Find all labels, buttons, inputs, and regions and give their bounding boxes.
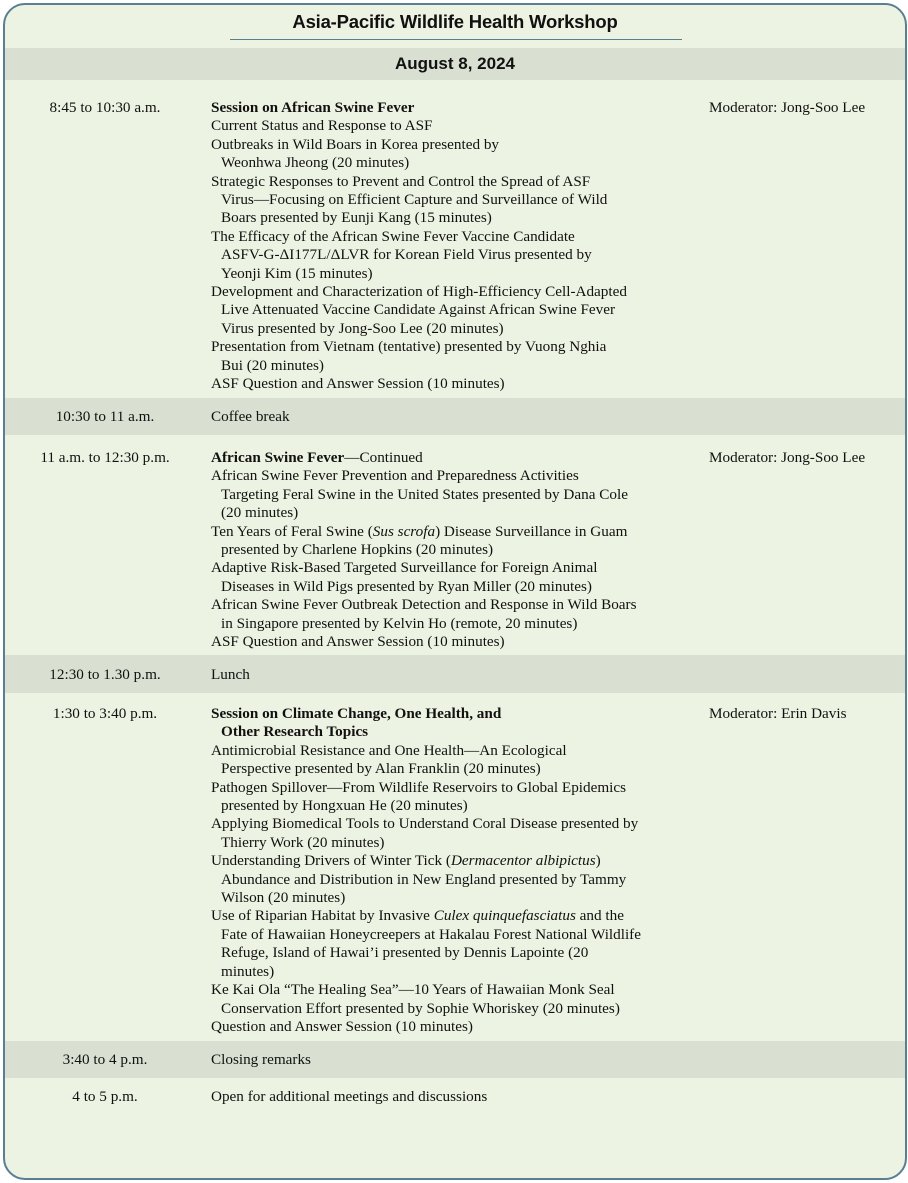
agenda-line: Perspective presented by Alan Franklin (20 minutes) <box>221 760 541 778</box>
agenda-line: presented by Hongxuan He (20 minutes) <box>221 797 468 815</box>
row-time: 10:30 to 11 a.m. <box>55 408 155 425</box>
row-moderator: Moderator: Jong-Soo Lee <box>709 449 866 466</box>
session-title-bold: African Swine Fever <box>211 449 345 466</box>
agenda-line: Bui (20 minutes) <box>221 356 324 374</box>
agenda-line: Conservation Effort presented by Sophie Whoriskey (20 minutes) <box>221 999 620 1017</box>
agenda-line: The Efficacy of the African Swine Fever Vaccine Candidate <box>211 227 575 245</box>
row-time: 3:40 to 4 p.m. <box>62 1051 148 1068</box>
row-content <box>211 99 701 394</box>
text-span: and the <box>575 907 624 925</box>
row-time: 4 to 5 p.m. <box>72 1088 138 1105</box>
row-moderator: Moderator: Erin Davis <box>709 705 847 722</box>
text-span: Understanding Drivers of Winter Tick ( <box>211 852 451 870</box>
text-span: Use of Riparian Habitat by Invasive <box>211 907 434 925</box>
agenda-line <box>211 852 701 870</box>
row-content <box>211 666 701 684</box>
row-content <box>211 1088 701 1106</box>
agenda-line: Wilson (20 minutes) <box>221 889 346 907</box>
session-title: Other Research Topics <box>221 723 369 741</box>
agenda-line: Question and Answer Session (10 minutes) <box>211 1017 473 1035</box>
species-name: Culex quinquefasciatus <box>433 907 576 925</box>
agenda-line: Presentation from Vietnam (tentative) presented by Vuong Nghia <box>211 338 607 356</box>
agenda-line: Open for additional meetings and discussions <box>211 1088 488 1105</box>
agenda-line: African Swine Fever Prevention and Preparedness Activities <box>211 467 579 485</box>
row-time: 8:45 to 10:30 a.m. <box>49 99 161 116</box>
schedule-row-asf-continued <box>5 435 905 655</box>
date-header: August 8, 2024 <box>5 48 905 80</box>
agenda-line: (20 minutes) <box>221 504 299 522</box>
title-divider <box>230 39 682 40</box>
row-time: 1:30 to 3:40 p.m. <box>52 705 158 722</box>
schedule-row-open-meetings <box>5 1078 905 1118</box>
row-content <box>211 1051 701 1069</box>
species-name: Dermacentor albipictus <box>450 852 596 870</box>
agenda-line: Applying Biomedical Tools to Understand Coral Disease presented by <box>211 815 639 833</box>
session-title: Session on Climate Change, One Health, and <box>211 705 502 722</box>
row-content <box>211 408 701 426</box>
row-content <box>211 705 701 1036</box>
session-title <box>211 449 701 467</box>
agenda-line: Targeting Feral Swine in the United States presented by Dana Cole <box>221 485 628 503</box>
text-span: Ten Years of Feral Swine ( <box>211 522 373 540</box>
agenda-line: ASF Question and Answer Session (10 minutes) <box>211 375 505 393</box>
agenda-line: Weonhwa Jheong (20 minutes) <box>221 154 410 172</box>
agenda-line: Strategic Responses to Prevent and Control the Spread of ASF <box>211 172 591 190</box>
agenda-line: Live Attenuated Vaccine Candidate Against African Swine Fever <box>221 301 616 319</box>
session-title-suffix: —Continued <box>344 449 423 466</box>
agenda-line: Abundance and Distribution in New England presented by Tammy <box>221 870 627 888</box>
agenda-line: presented by Charlene Hopkins (20 minutes) <box>221 541 494 559</box>
agenda-line: ASFV-G-ΔI177L/ΔLVR for Korean Field Virus presented by <box>221 246 592 264</box>
agenda-line: Coffee break <box>211 408 290 425</box>
schedule-panel <box>3 3 907 1180</box>
agenda-line: Virus—Focusing on Efficient Capture and Surveillance of Wild <box>221 191 608 209</box>
text-span: ) <box>595 852 601 870</box>
agenda-line: Outbreaks in Wild Boars in Korea presented by <box>211 135 500 153</box>
schedule-row-asf-session <box>5 93 905 398</box>
row-time: 12:30 to 1.30 p.m. <box>49 666 161 683</box>
session-title: Session on African Swine Fever <box>211 99 415 116</box>
row-moderator: Moderator: Jong-Soo Lee <box>709 99 866 116</box>
agenda-line: Virus presented by Jong-Soo Lee (20 minutes) <box>221 319 504 337</box>
agenda-line <box>211 907 701 925</box>
agenda-line: African Swine Fever Outbreak Detection and Response in Wild Boars <box>211 596 637 614</box>
agenda-line: Refuge, Island of Hawai’i presented by Dennis Lapointe (20 <box>221 944 589 962</box>
schedule-row-closing-remarks <box>5 1041 905 1078</box>
agenda-line: Antimicrobial Resistance and One Health—An Ecological <box>211 741 567 759</box>
agenda-line: Ke Kai Ola “The Healing Sea”—10 Years of Hawaiian Monk Seal <box>211 981 615 999</box>
agenda-line: in Singapore presented by Kelvin Ho (remote, 20 minutes) <box>221 614 578 632</box>
text-span: ) Disease Surveillance in Guam <box>435 522 628 540</box>
agenda-line: Pathogen Spillover—From Wildlife Reservoirs to Global Epidemics <box>211 778 627 796</box>
agenda-line: Adaptive Risk-Based Targeted Surveillance for Foreign Animal <box>211 559 598 577</box>
agenda-line: minutes) <box>221 962 275 980</box>
agenda-line <box>211 523 701 541</box>
agenda-line: Lunch <box>211 666 250 683</box>
agenda-line: Fate of Hawaiian Honeycreepers at Hakalau Forest National Wildlife <box>221 925 641 943</box>
agenda-line: Closing remarks <box>211 1051 311 1068</box>
row-content <box>211 449 701 651</box>
schedule-row-lunch <box>5 655 905 693</box>
workshop-title: Asia-Pacific Wildlife Health Workshop <box>292 11 618 32</box>
agenda-line: ASF Question and Answer Session (10 minutes) <box>211 633 505 651</box>
agenda-line: Thierry Work (20 minutes) <box>221 833 385 851</box>
agenda-line: Yeonji Kim (15 minutes) <box>221 264 373 282</box>
schedule-row-climate-session <box>5 693 905 1041</box>
agenda-line: Current Status and Response to ASF <box>211 117 433 135</box>
agenda-line: Boars presented by Eunji Kang (15 minutes) <box>221 209 492 227</box>
agenda-line: Development and Characterization of High-Efficiency Cell-Adapted <box>211 283 627 301</box>
agenda-line: Diseases in Wild Pigs presented by Ryan Miller (20 minutes) <box>221 577 592 595</box>
row-time: 11 a.m. to 12:30 p.m. <box>40 449 170 466</box>
schedule-row-coffee-break <box>5 398 905 435</box>
species-name: Sus scrofa <box>372 522 436 540</box>
